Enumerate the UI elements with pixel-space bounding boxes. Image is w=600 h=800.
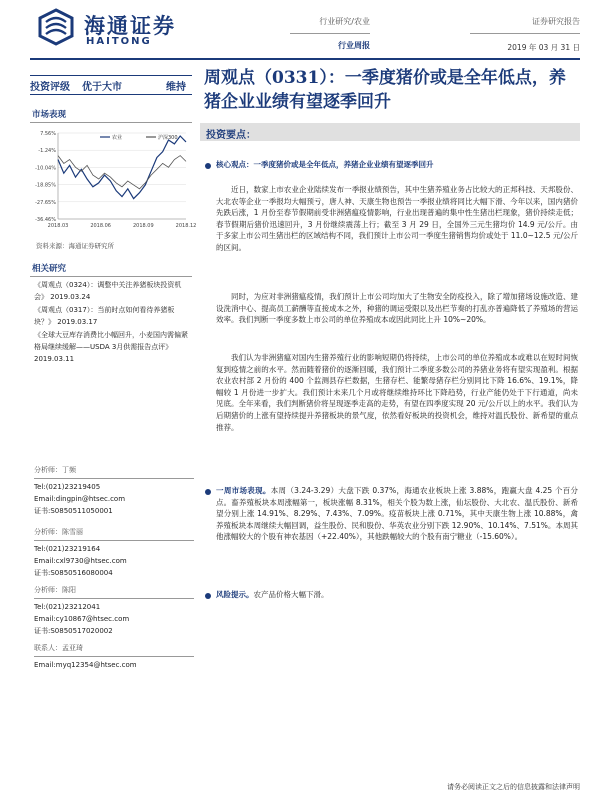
header-rule	[30, 58, 580, 60]
rating-value: 优于大市	[82, 81, 122, 93]
report-type: 证券研究报告	[532, 17, 580, 26]
investment-rating	[30, 75, 192, 95]
brand-logo	[36, 6, 186, 50]
research-title: 《周观点（0317）：当前时点如何看待养猪板块？》	[34, 306, 175, 326]
analyst-email[interactable]: Email:cy10867@htsec.com	[34, 615, 130, 623]
chart-series-line	[58, 156, 186, 189]
research-title: 《周观点（0324）：调整中关注养猪板块投资机会》	[34, 281, 182, 301]
weekly-text: 本周（3.24-3.29）大盘下跌 0.37%，海通农业板块上涨 3.88%，跑赢大盘 4.25 个百分点。畜养殖板块本周涨幅第一，板块涨幅 8.31%，相关个股为数上涨，仙坛股份、大北农、温氏股份、新希望分别上涨 14.91%、8.29%、7.43%、7.09%。疫苗板块上涨 0.71%，其中天康生物上涨 10.88%，禽养殖板块本周继续大幅回调，益生股份、民和股份、华英农业分别下跌 12.90%、10.14%、7.51%。本周其他涨幅较大的个股有神农基因（+22.40%），其他跌幅较大的个股有南宁糖业（-15.60%）。	[216, 486, 578, 542]
research-date: 2019.03.24	[50, 292, 91, 301]
analyst-rule	[34, 598, 194, 599]
body-paragraph: 近日，数家上市农业企业陆续发布一季报业绩预告，其中生猪养殖业务占比较大的正邦科技、天邦股份、大北农等企业一季报均大幅预亏，唐人神、天康生物也预告一季报业绩将同比大幅下滑、今年以来，国内猪价先跌后涨，1 月份至春节假期前受非洲猪瘟疫情影响，行业出现普遍的集中性生猪出栏现象，猪价持续走低；春节假期后猪价迅速回升，3 月份继续震荡上行；截至 3 月 29 日，全国外三元生猪均价 14.9 元/公斤。由于多家上市公司生猪出栏的区域结构不同，我们预计上市公司一季度生猪销售均价或处于 11.0~12.5 元/公斤的区间。	[216, 185, 578, 252]
chart-y-tick-label: -36.46%	[35, 217, 56, 223]
analyst-email[interactable]: Email:cxl9730@htsec.com	[34, 557, 127, 565]
chart-y-tick-label: -10.04%	[35, 165, 56, 172]
report-subcategory: 行业周报	[338, 41, 370, 50]
chart-source: 资料来源：海通证券研究所	[36, 242, 114, 250]
analyst-email[interactable]: Email:dingpin@htsec.com	[34, 495, 126, 503]
rating-label: 投资评级	[30, 81, 70, 93]
analyst-card	[34, 584, 194, 637]
research-title: 《全球大豆库存消费比小幅回升，小麦国内需偏紧格局继续缓解——USDA 3月供需报告点评》	[34, 331, 188, 351]
market-performance-chart	[30, 127, 197, 235]
related-research-item[interactable]	[34, 280, 194, 303]
analyst-cert: 证书:S0850511050001	[34, 507, 113, 515]
analyst-name: 分析师：陈阳	[34, 586, 76, 594]
weekly-label: 一周市场表现。	[216, 486, 271, 495]
analyst-card	[34, 464, 194, 517]
analyst-rule	[34, 478, 194, 479]
disclaimer-footer: 请务必阅读正文之后的信息披露和法律声明	[447, 783, 580, 791]
report-title: 周观点（0331）：一季度猪价或是全年低点，养猪企业业绩有望逐季回升	[204, 68, 566, 112]
analyst-name: 分析师：陈雪丽	[34, 528, 83, 536]
contact-rule	[34, 656, 194, 657]
related-section-title: 相关研究	[32, 264, 67, 274]
analyst-name: 分析师：丁频	[34, 466, 76, 474]
risk-warning	[216, 589, 578, 601]
core-view-heading: 核心观点：一季度猪价或是全年低点，养猪企业业绩有望逐季回升	[216, 160, 434, 169]
header-divider	[470, 33, 580, 34]
key-points-label: 投资要点：	[206, 130, 256, 141]
market-section-title: 市场表现	[32, 110, 67, 120]
related-research-item[interactable]	[34, 305, 194, 328]
research-date: 2019.03.11	[34, 354, 75, 363]
section-rule	[30, 276, 192, 277]
analyst-tel: Tel:(021)23212041	[34, 603, 101, 611]
chart-legend-label: 农业	[112, 135, 123, 141]
chart-x-tick-label: 2018.06	[90, 223, 112, 229]
risk-text: 农产品价格大幅下滑。	[253, 590, 329, 599]
bullet-icon	[205, 489, 211, 495]
chart-x-tick-label: 2018.12	[175, 223, 197, 229]
report-category: 行业研究/农业	[319, 17, 370, 26]
related-research-list	[34, 280, 194, 367]
brand-name-cn: 海通证券	[84, 13, 176, 38]
weekly-performance	[216, 485, 578, 543]
bullet-icon	[205, 163, 211, 169]
chart-x-tick-label: 2018.03	[47, 223, 69, 229]
analyst-tel: Tel:(021)23219164	[34, 545, 101, 553]
chart-y-tick-label: -1.24%	[38, 148, 56, 155]
header-divider	[290, 33, 370, 34]
key-points-bar	[200, 123, 580, 141]
chart-y-tick-label: -27.65%	[35, 199, 56, 206]
report-date: 2019 年 03 月 31 日	[507, 43, 580, 52]
haitong-logo-icon	[36, 8, 76, 46]
analyst-rule	[34, 540, 194, 541]
rating-status: 维持	[166, 81, 186, 93]
chart-y-tick-label: -18.85%	[35, 182, 56, 189]
analyst-tel: Tel:(021)23219405	[34, 483, 101, 491]
body-paragraph: 同时，为应对非洲猪瘟疫情，我们预计上市公司均加大了生物安全防疫投入，除了增加猪场设施改造、建设洗消中心、提高员工薪酬等直接成本之外，种猪的调运受限以及出栏节奏的打乱亦普遍降低了养殖场的营运效率。我们判断一季度多数上市公司的单位养殖成本或因此同比上升 10%~20%。	[216, 292, 578, 325]
risk-label: 风险提示。	[216, 590, 254, 599]
chart-y-tick-label: 7.56%	[40, 131, 56, 137]
analyst-cert: 证书:S0850516080004	[34, 569, 113, 577]
analyst-cert: 证书:S0850517020002	[34, 627, 113, 635]
contact-card	[34, 642, 194, 671]
section-rule	[30, 122, 192, 123]
contact-email[interactable]: Email:myq12354@htsec.com	[34, 661, 137, 669]
contact-name: 联系人：孟亚琦	[34, 644, 83, 652]
chart-legend-label: 沪深300	[158, 135, 178, 141]
analyst-card	[34, 526, 194, 579]
related-research-item[interactable]	[34, 330, 194, 365]
research-date: 2019.03.17	[57, 317, 98, 326]
bullet-icon	[205, 593, 211, 599]
chart-x-tick-label: 2018.09	[132, 223, 154, 229]
brand-name-en: HAITONG	[86, 36, 152, 47]
body-paragraph: 我们认为非洲猪瘟对国内生猪养殖行业的影响短期仍将持续，上市公司的单位养殖成本或难以在短时间恢复到疫情之前的水平。然而随着猪价的逐渐回暖，我们预计二季度多数公司的养猪业务将有望实现盈利。根据农业农村部 2 月份的 400 个监测县存栏数据，生猪存栏、能繁母猪存栏分别同比下降 16.6%、19.1%，降幅较 1 月份进一步扩大。我们预计未来几个月或将继续维持环比下降趋势，行业产能仍处于下行通道，尚未见底。全年来看，我们判断猪价将呈现逐季走高的走势，有望在四季度实现 20 元/公斤以上的水平。我们认为后期猪价的上涨有望持续提升养猪板块的景气度，依然看好板块的投资机会，维持对温氏股份、新希望的重点推荐。	[216, 353, 578, 432]
